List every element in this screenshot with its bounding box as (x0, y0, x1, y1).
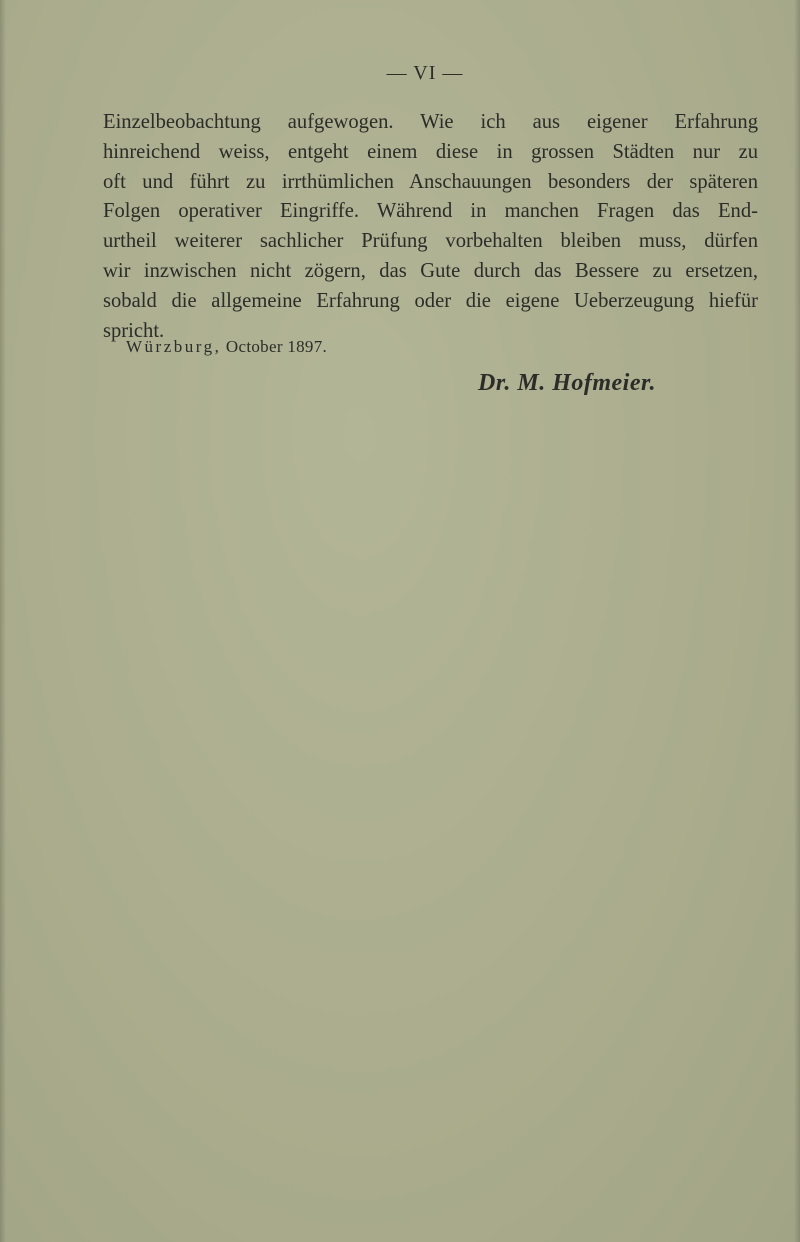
page-left-shadow (0, 0, 6, 1242)
page-number: — VI — (386, 62, 464, 84)
body-paragraph (103, 108, 758, 346)
author-signature: Dr. M. Hofmeier. (478, 370, 657, 396)
place-and-date (126, 337, 327, 357)
paragraph-line: sobald die allgemeine Erfahrung oder die eigene Ueberzeugung hiefür (103, 289, 758, 312)
paragraph-line: Einzelbeobachtung aufgewogen. Wie ich aus eigener Erfahrung (103, 111, 758, 133)
paragraph-line: Folgen operativer Eingriffe. Während in manchen Fragen das End- (103, 200, 758, 223)
page-right-shadow (794, 0, 800, 1242)
paragraph-line: urtheil weiterer sachlicher Prüfung vorbehalten bleiben muss, dürfen (103, 230, 758, 253)
paragraph-line: hinreichend weiss, entgeht einem diese in grossen Städten nur zu (103, 140, 758, 163)
paragraph-line: spricht. (103, 319, 165, 342)
paragraph-line: oft und führt zu irrthümlichen Anschauungen besonders der späteren (103, 170, 758, 193)
paragraph-line: wir inzwischen nicht zögern, das Gute durch das Bessere zu ersetzen, (103, 259, 758, 282)
place: Würzburg, (126, 337, 222, 356)
date: October 1897. (225, 337, 328, 356)
